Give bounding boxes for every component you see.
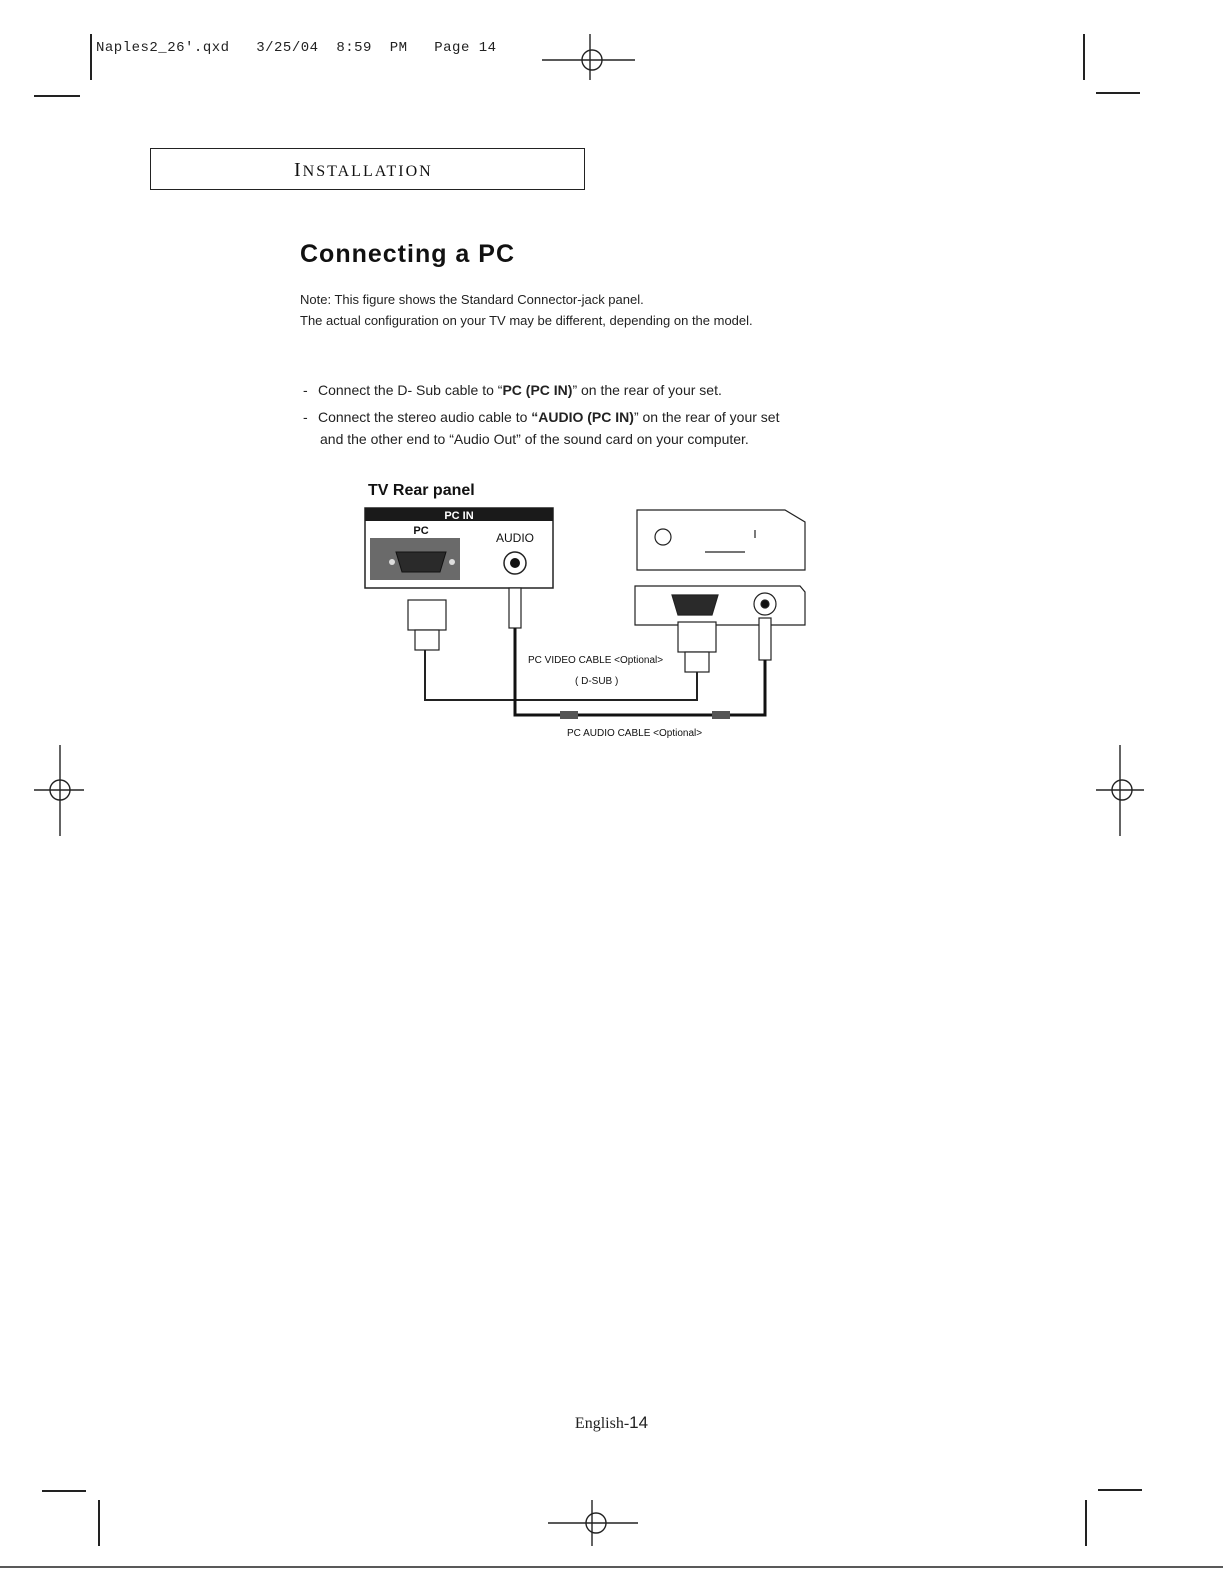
section-title: INSTALLATION [294, 159, 433, 181]
step-1: - Connect the D- Sub cable to “PC (PC IN)” on the rear of your set. [303, 382, 722, 398]
pc-port-label: PC [413, 525, 429, 537]
step-2-continued: and the other end to “Audio Out” of the sound card on your computer. [320, 431, 749, 447]
note-line-1: Note: This figure shows the Standard Connector-jack panel. [300, 292, 644, 307]
step-2: - Connect the stereo audio cable to “AUDIO (PC IN)” on the rear of your set [303, 409, 780, 425]
panel-title: PC IN [444, 510, 474, 522]
diagram-heading: TV Rear panel [368, 482, 475, 499]
print-slug: Naples2_26'.qxd 3/25/04 8:59 PM Page 14 [96, 40, 497, 56]
audio-port-label: AUDIO [495, 531, 535, 545]
page-number: English-14 [574, 1413, 649, 1432]
video-cable-label: PC VIDEO CABLE <Optional> [528, 655, 664, 666]
computer-rear [635, 510, 805, 625]
connection-diagram [360, 500, 820, 750]
tv-rear-panel [365, 508, 553, 588]
section-header [150, 148, 585, 190]
dsub-label: ( D-SUB ) [575, 676, 619, 687]
page-title: Connecting a PC [300, 240, 516, 268]
audio-cable-label: PC AUDIO CABLE <Optional> [567, 728, 703, 739]
note-line-2: The actual configuration on your TV may be different, depending on the model. [300, 313, 753, 328]
